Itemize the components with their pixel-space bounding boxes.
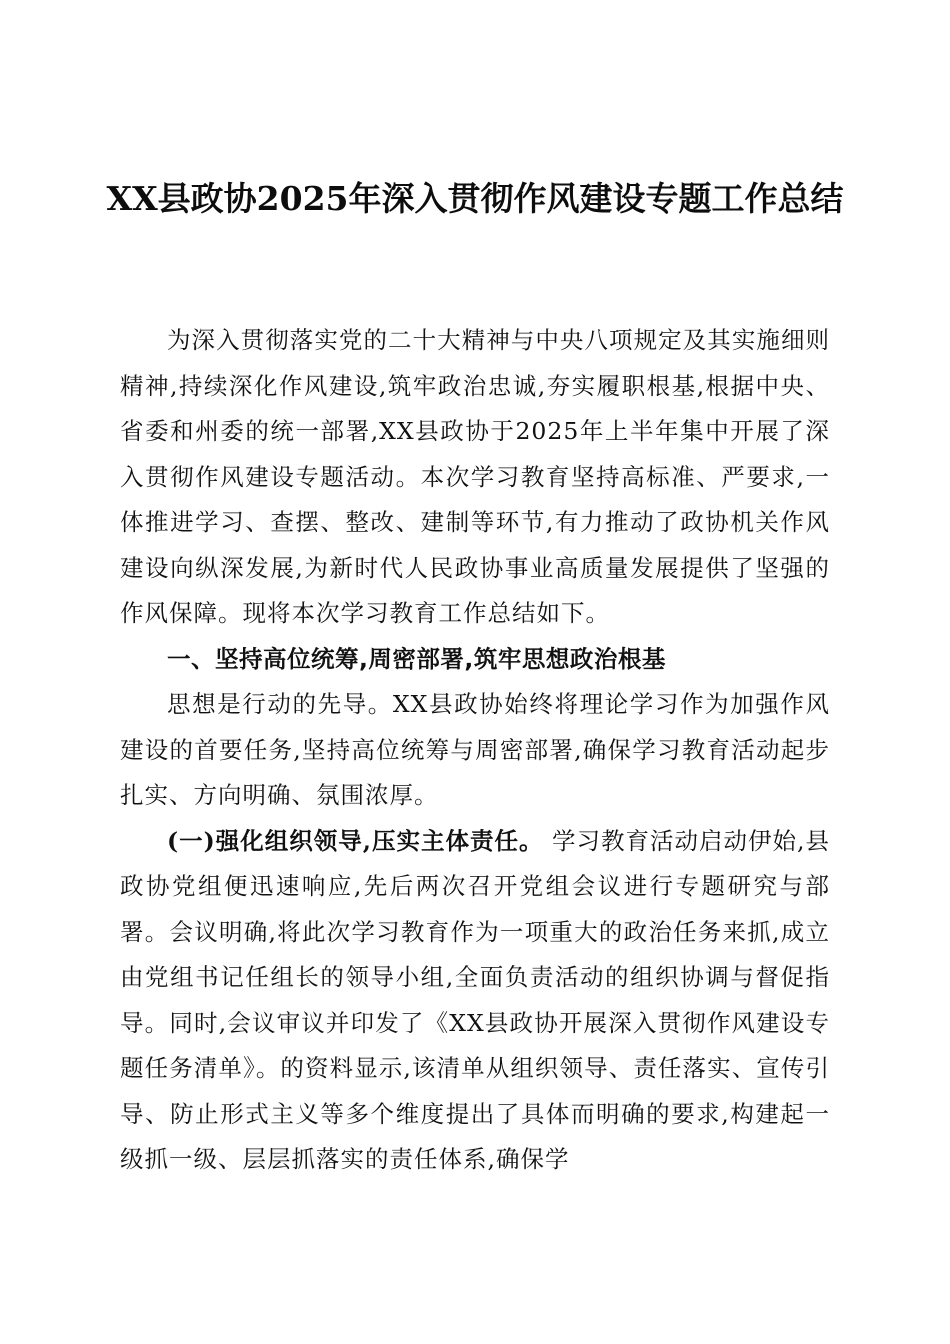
section-1-heading: 一、坚持高位统筹,周密部署,筑牢思想政治根基	[167, 644, 666, 673]
subsection-1-heading: (一)强化组织领导,压实主体责任。	[167, 826, 544, 855]
subsection-1-paragraph	[120, 819, 830, 1183]
intro-paragraph: 为深入贯彻落实党的二十大精神与中央八项规定及其实施细则精神,持续深化作风建设,筑牢政治忠诚,夯实履职根基,根据中央、省委和州委的统一部署,XX县政协于2025年上半年集中开展了深入贯彻作风建设专题活动。本次学习教育坚持高标准、严要求,一体推进学习、查摆、整改、建制等环节,有力推动了政协机关作风建设向纵深发展,为新时代人民政协事业高质量发展提供了坚强的作风保障。现将本次学习教育工作总结如下。	[120, 326, 830, 627]
subsection-1-text: 学习教育活动启动伊始,县政协党组便迅速响应,先后两次召开党组会议进行专题研究与部署。会议明确,将此次学习教育作为一项重大的政治任务来抓,成立由党组书记任组长的领导小组,全面负责活动的组织协调与督促指导。同时,会议审议并印发了《XX县政协开展深入贯彻作风建设专题任务清单》。的资料显示,该清单从组织领导、责任落实、宣传引导、防止形式主义等多个维度提出了具体而明确的要求,构建起一级抓一级、层层抓落实的责任体系,确保学	[120, 826, 830, 1173]
document-title: XX县政协2025年深入贯彻作风建设专题工作总结	[106, 179, 844, 218]
section-1-intro-paragraph: 思想是行动的先导。XX县政协始终将理论学习作为加强作风建设的首要任务,坚持高位统筹与周密部署,确保学习教育活动起步扎实、方向明确、氛围浓厚。	[120, 690, 830, 809]
document-body	[120, 318, 830, 1183]
